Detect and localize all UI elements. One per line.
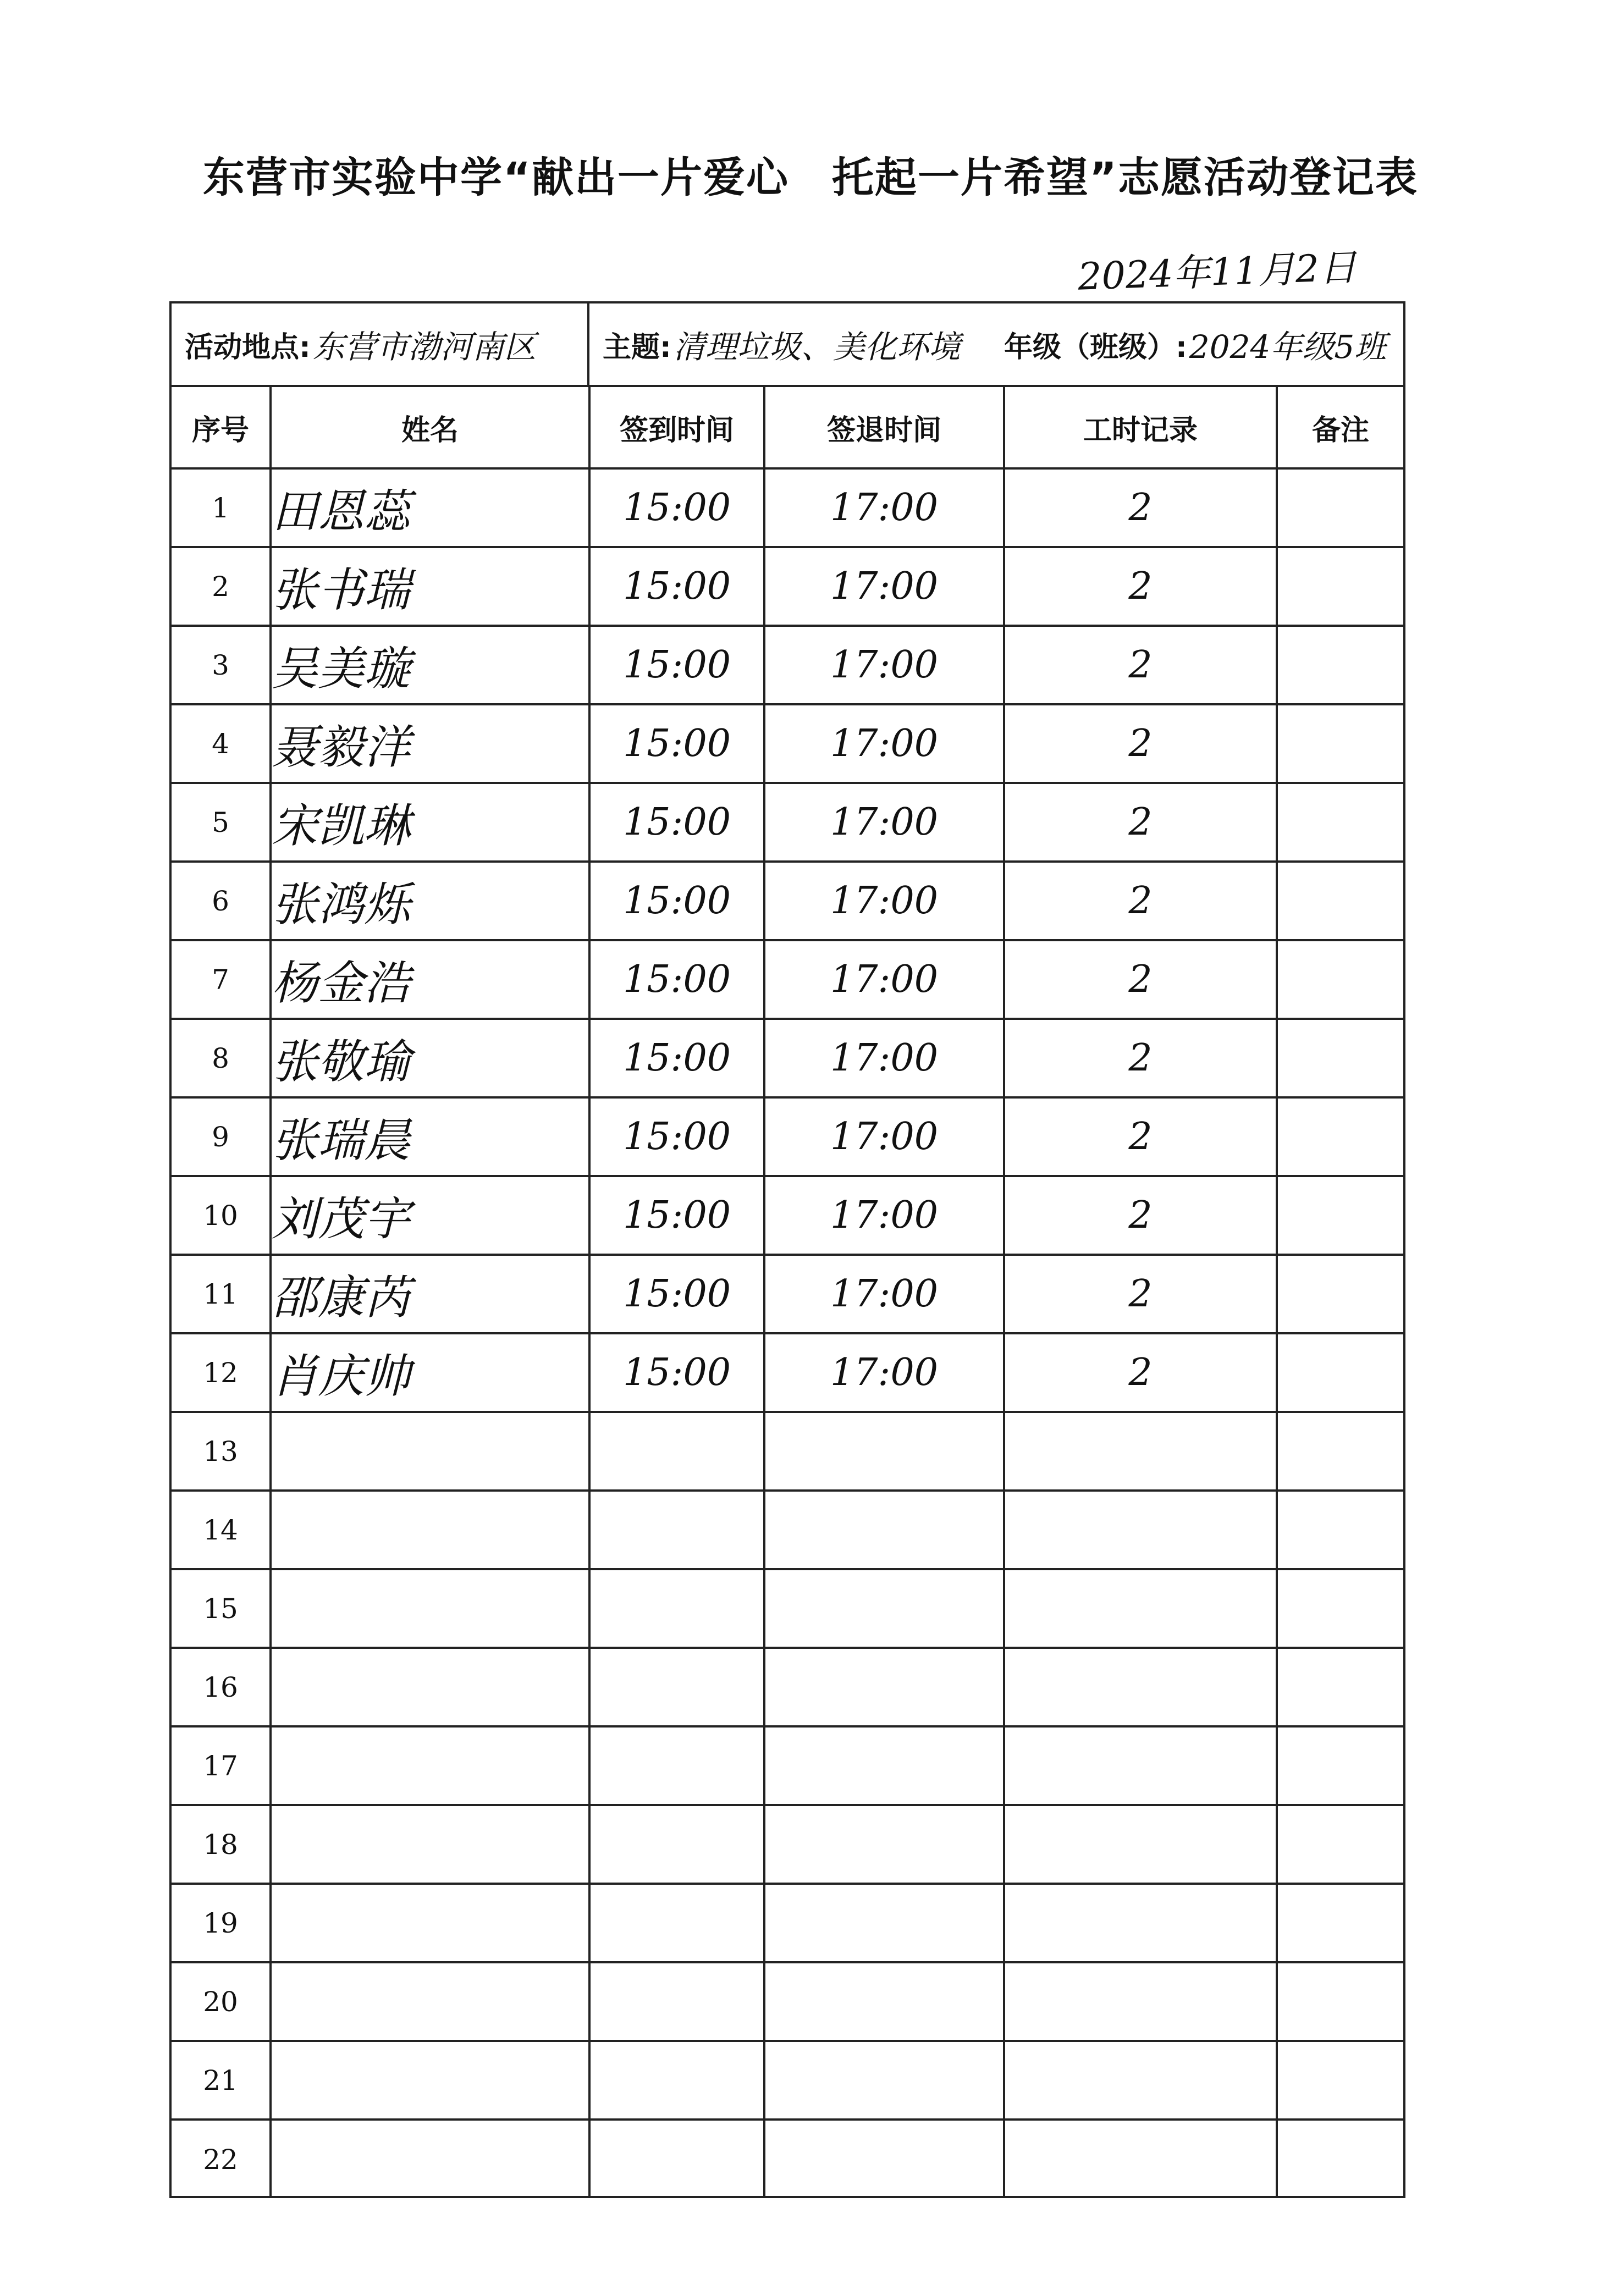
cell-note [1277,1962,1403,2041]
cell-seq: 10 [172,1176,271,1255]
cell-name [271,1412,589,1491]
cell-checkin [589,1962,764,2041]
cell-hours [1004,1726,1277,1805]
cell-seq: 20 [172,1962,271,2041]
cell-name [271,1726,589,1805]
table-row [172,626,1403,704]
table-row [172,1726,1403,1805]
cell-checkin: 15:00 [589,1019,764,1097]
cell-checkout: 17:00 [764,940,1004,1019]
cell-checkout [764,2120,1004,2198]
cell-note [1277,1255,1403,1333]
cell-name [271,1962,589,2041]
table-row [172,704,1403,783]
cell-name: 邵康芮 [271,1255,589,1333]
cell-checkout [764,1491,1004,1569]
cell-name: 张敬瑜 [271,1019,589,1097]
location-value: 东营市渤河南区 [312,328,536,366]
table-row [172,1019,1403,1097]
cell-hours [1004,1805,1277,1884]
table-row [172,783,1403,862]
table-row [172,1648,1403,1726]
cell-seq: 17 [172,1726,271,1805]
cell-name: 张瑞晨 [271,1097,589,1176]
cell-note [1277,1569,1403,1648]
cell-hours: 2 [1004,783,1277,862]
table-row [172,1255,1403,1333]
table-row [172,1569,1403,1648]
cell-checkout: 17:00 [764,626,1004,704]
cell-checkout [764,1412,1004,1491]
cell-checkout [764,1884,1004,1962]
cell-hours [1004,1491,1277,1569]
page-title: 东营市实验中学“献出一片爱心 托起一片希望”志愿活动登记表 [203,153,1418,202]
cell-checkout: 17:00 [764,1019,1004,1097]
cell-seq: 9 [172,1097,271,1176]
cell-hours [1004,1412,1277,1491]
cell-checkin [589,1648,764,1726]
table-row [172,1097,1403,1176]
cell-seq: 3 [172,626,271,704]
cell-checkin: 15:00 [589,783,764,862]
location-cell [172,303,589,385]
cell-checkout [764,1648,1004,1726]
cell-hours [1004,1962,1277,2041]
cell-note [1277,1726,1403,1805]
cell-note [1277,1805,1403,1884]
table-row [172,547,1403,626]
cell-seq: 6 [172,862,271,940]
cell-hours [1004,2041,1277,2120]
theme-label: 主题: [603,330,671,364]
cell-checkin: 15:00 [589,1097,764,1176]
cell-checkout: 17:00 [764,1255,1004,1333]
cell-checkin: 15:00 [589,547,764,626]
cell-seq: 14 [172,1491,271,1569]
cell-seq: 21 [172,2041,271,2120]
cell-checkout: 17:00 [764,547,1004,626]
cell-hours: 2 [1004,468,1277,547]
table-row [172,862,1403,940]
cell-checkin: 15:00 [589,1255,764,1333]
cell-seq: 15 [172,1569,271,1648]
location-label: 活动地点: [185,330,311,364]
header-checkout: 签退时间 [764,387,1004,468]
grade-value: 2024年级5班 [1189,328,1387,366]
table-row [172,2120,1403,2198]
table-row [172,1805,1403,1884]
cell-checkout: 17:00 [764,862,1004,940]
cell-checkin [589,2041,764,2120]
cell-note [1277,862,1403,940]
cell-seq: 22 [172,2120,271,2198]
table-row [172,2041,1403,2120]
grade-cell [1002,303,1403,385]
cell-checkin: 15:00 [589,704,764,783]
cell-note [1277,704,1403,783]
form-date: 2024年11月2日 [1077,246,1358,299]
cell-seq: 2 [172,547,271,626]
cell-checkout: 17:00 [764,704,1004,783]
cell-checkout: 17:00 [764,1333,1004,1412]
table-body [172,468,1403,2198]
cell-name: 宋凯琳 [271,783,589,862]
cell-note [1277,468,1403,547]
cell-name [271,1569,589,1648]
cell-name [271,1884,589,1962]
cell-note [1277,626,1403,704]
theme-cell [589,303,1007,385]
cell-note [1277,1884,1403,1962]
table-row [172,1962,1403,2041]
cell-note [1277,1412,1403,1491]
cell-hours: 2 [1004,1333,1277,1412]
activity-info-row [172,303,1403,387]
cell-name [271,2041,589,2120]
cell-name: 杨金浩 [271,940,589,1019]
table-row [172,1884,1403,1962]
cell-name: 吴美璇 [271,626,589,704]
cell-checkin [589,1491,764,1569]
cell-seq: 12 [172,1333,271,1412]
cell-hours [1004,1569,1277,1648]
cell-note [1277,2120,1403,2198]
cell-checkin: 15:00 [589,626,764,704]
cell-name: 刘茂宇 [271,1176,589,1255]
cell-checkout: 17:00 [764,783,1004,862]
cell-note [1277,1491,1403,1569]
table-header-row [172,387,1403,468]
cell-hours: 2 [1004,862,1277,940]
cell-note [1277,1019,1403,1097]
cell-note [1277,547,1403,626]
cell-hours [1004,1884,1277,1962]
cell-hours: 2 [1004,626,1277,704]
header-name: 姓名 [271,387,589,468]
table-row [172,468,1403,547]
registration-form [169,301,1405,2198]
cell-name [271,1648,589,1726]
cell-seq: 18 [172,1805,271,1884]
table-row [172,1176,1403,1255]
volunteer-table [172,387,1403,2198]
cell-checkin [589,1412,764,1491]
cell-checkout [764,1726,1004,1805]
cell-checkout: 17:00 [764,1097,1004,1176]
cell-note [1277,2041,1403,2120]
cell-hours: 2 [1004,1097,1277,1176]
grade-label: 年级（班级）: [1004,330,1187,364]
cell-seq: 19 [172,1884,271,1962]
cell-checkin [589,1569,764,1648]
cell-seq: 13 [172,1412,271,1491]
cell-checkin: 15:00 [589,1176,764,1255]
cell-seq: 7 [172,940,271,1019]
cell-checkin: 15:00 [589,1333,764,1412]
cell-hours: 2 [1004,1176,1277,1255]
cell-hours: 2 [1004,1019,1277,1097]
cell-checkout: 17:00 [764,468,1004,547]
header-note: 备注 [1277,387,1403,468]
cell-seq: 16 [172,1648,271,1726]
cell-checkout [764,1962,1004,2041]
cell-checkin: 15:00 [589,940,764,1019]
cell-checkout [764,1569,1004,1648]
cell-note [1277,1176,1403,1255]
table-row [172,1412,1403,1491]
cell-hours: 2 [1004,1255,1277,1333]
header-seq: 序号 [172,387,271,468]
cell-seq: 5 [172,783,271,862]
header-checkin: 签到时间 [589,387,764,468]
cell-checkout [764,1805,1004,1884]
header-hours: 工时记录 [1004,387,1277,468]
cell-hours [1004,2120,1277,2198]
cell-name [271,1491,589,1569]
cell-name: 聂毅洋 [271,704,589,783]
cell-name [271,2120,589,2198]
cell-hours: 2 [1004,940,1277,1019]
cell-note [1277,1333,1403,1412]
cell-checkin: 15:00 [589,862,764,940]
cell-checkin [589,1805,764,1884]
cell-checkin [589,2120,764,2198]
cell-note [1277,1097,1403,1176]
cell-checkin: 15:00 [589,468,764,547]
cell-name: 张鸿烁 [271,862,589,940]
table-row [172,1333,1403,1412]
cell-note [1277,1648,1403,1726]
table-row [172,1491,1403,1569]
cell-checkout [764,2041,1004,2120]
cell-seq: 4 [172,704,271,783]
cell-note [1277,940,1403,1019]
cell-hours: 2 [1004,704,1277,783]
cell-name: 肖庆帅 [271,1333,589,1412]
cell-checkout: 17:00 [764,1176,1004,1255]
table-row [172,940,1403,1019]
cell-seq: 11 [172,1255,271,1333]
cell-seq: 8 [172,1019,271,1097]
cell-name: 田恩蕊 [271,468,589,547]
cell-checkin [589,1884,764,1962]
cell-checkin [589,1726,764,1805]
cell-seq: 1 [172,468,271,547]
theme-value: 清理垃圾、美化环境 [673,328,961,366]
cell-hours [1004,1648,1277,1726]
cell-note [1277,783,1403,862]
cell-hours: 2 [1004,547,1277,626]
cell-name: 张书瑞 [271,547,589,626]
cell-name [271,1805,589,1884]
